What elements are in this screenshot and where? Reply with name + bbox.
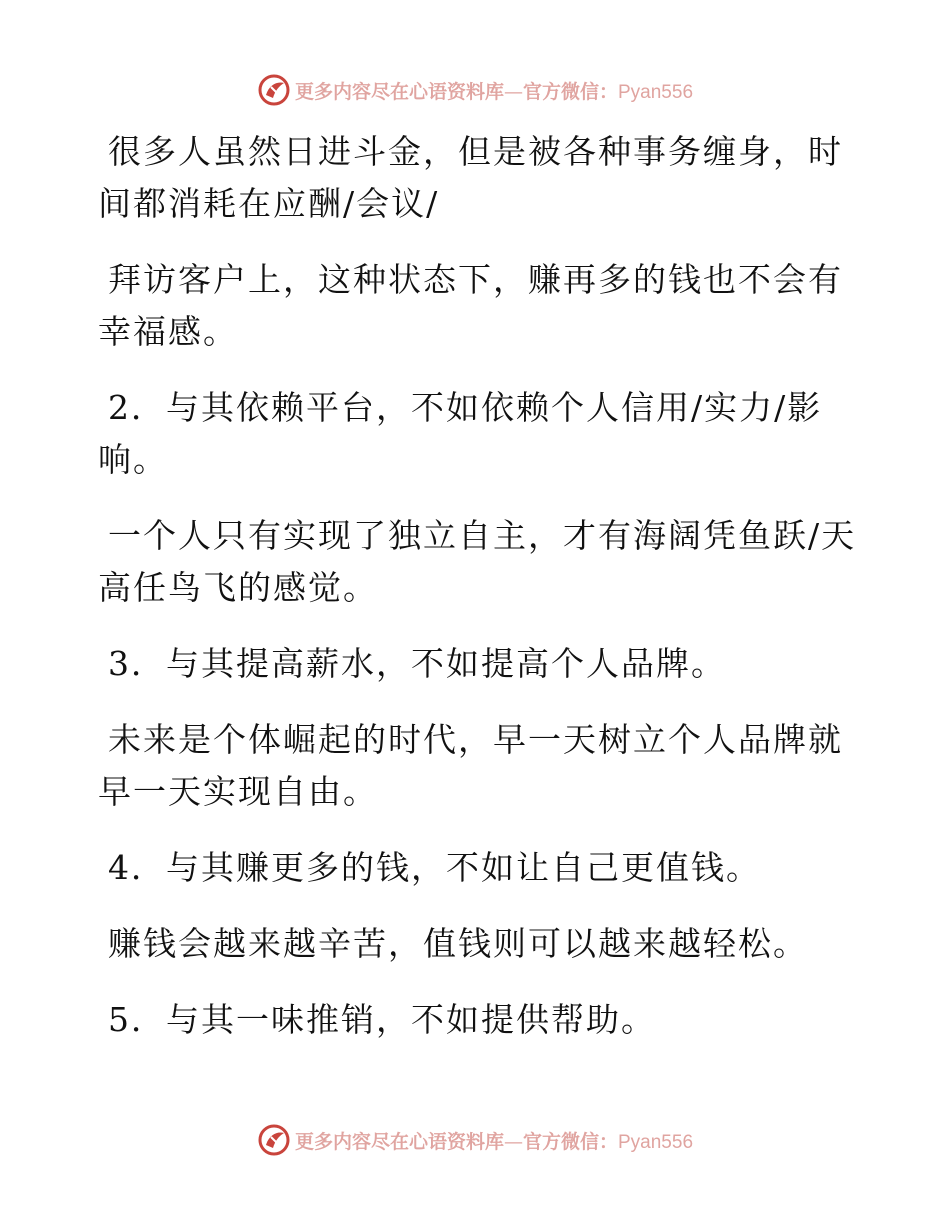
watermark-text [295, 77, 693, 104]
paragraph: 赚钱会越来越辛苦，值钱则可以越来越轻松。 [108, 924, 808, 963]
list-item-heading: 2．与其依赖平台，不如依赖个人信用/实力/影响。 [98, 388, 823, 479]
seal-logo-icon [257, 73, 291, 107]
watermark-title: 更多内容尽在心语资料库 [294, 80, 504, 103]
document-body [98, 126, 858, 1070]
watermark-text [295, 1127, 693, 1154]
footer-watermark [0, 1120, 950, 1160]
seal-logo-icon [257, 1123, 291, 1157]
list-item-heading: 4．与其赚更多的钱，不如让自己更值钱。 [108, 848, 761, 887]
watermark-wechat-label: 官方微信： [522, 1130, 618, 1153]
watermark-title: 更多内容尽在心语资料库 [294, 1130, 504, 1153]
paragraph: 很多人虽然日进斗金，但是被各种事务缠身，时间都消耗在应酬/会议/ [98, 132, 843, 223]
list-item-heading: 5．与其一味推销，不如提供帮助。 [108, 1000, 656, 1039]
watermark-wechat-label: 官方微信： [522, 80, 618, 103]
paragraph: 一个人只有实现了独立自主，才有海阔凭鱼跃/天高任鸟飞的感觉。 [98, 516, 857, 607]
paragraph: 未来是个体崛起的时代，早一天树立个人品牌就早一天实现自由。 [98, 720, 843, 811]
watermark-separator: — [503, 80, 523, 103]
watermark-wechat-id: Pyan556 [618, 1131, 694, 1153]
paragraph: 拜访客户上，这种状态下，赚再多的钱也不会有幸福感。 [98, 260, 843, 351]
list-item-heading: 3．与其提高薪水，不如提高个人品牌。 [108, 644, 726, 683]
watermark-separator: — [503, 1130, 523, 1153]
watermark-wechat-id: Pyan556 [618, 81, 694, 103]
header-watermark [0, 70, 950, 110]
